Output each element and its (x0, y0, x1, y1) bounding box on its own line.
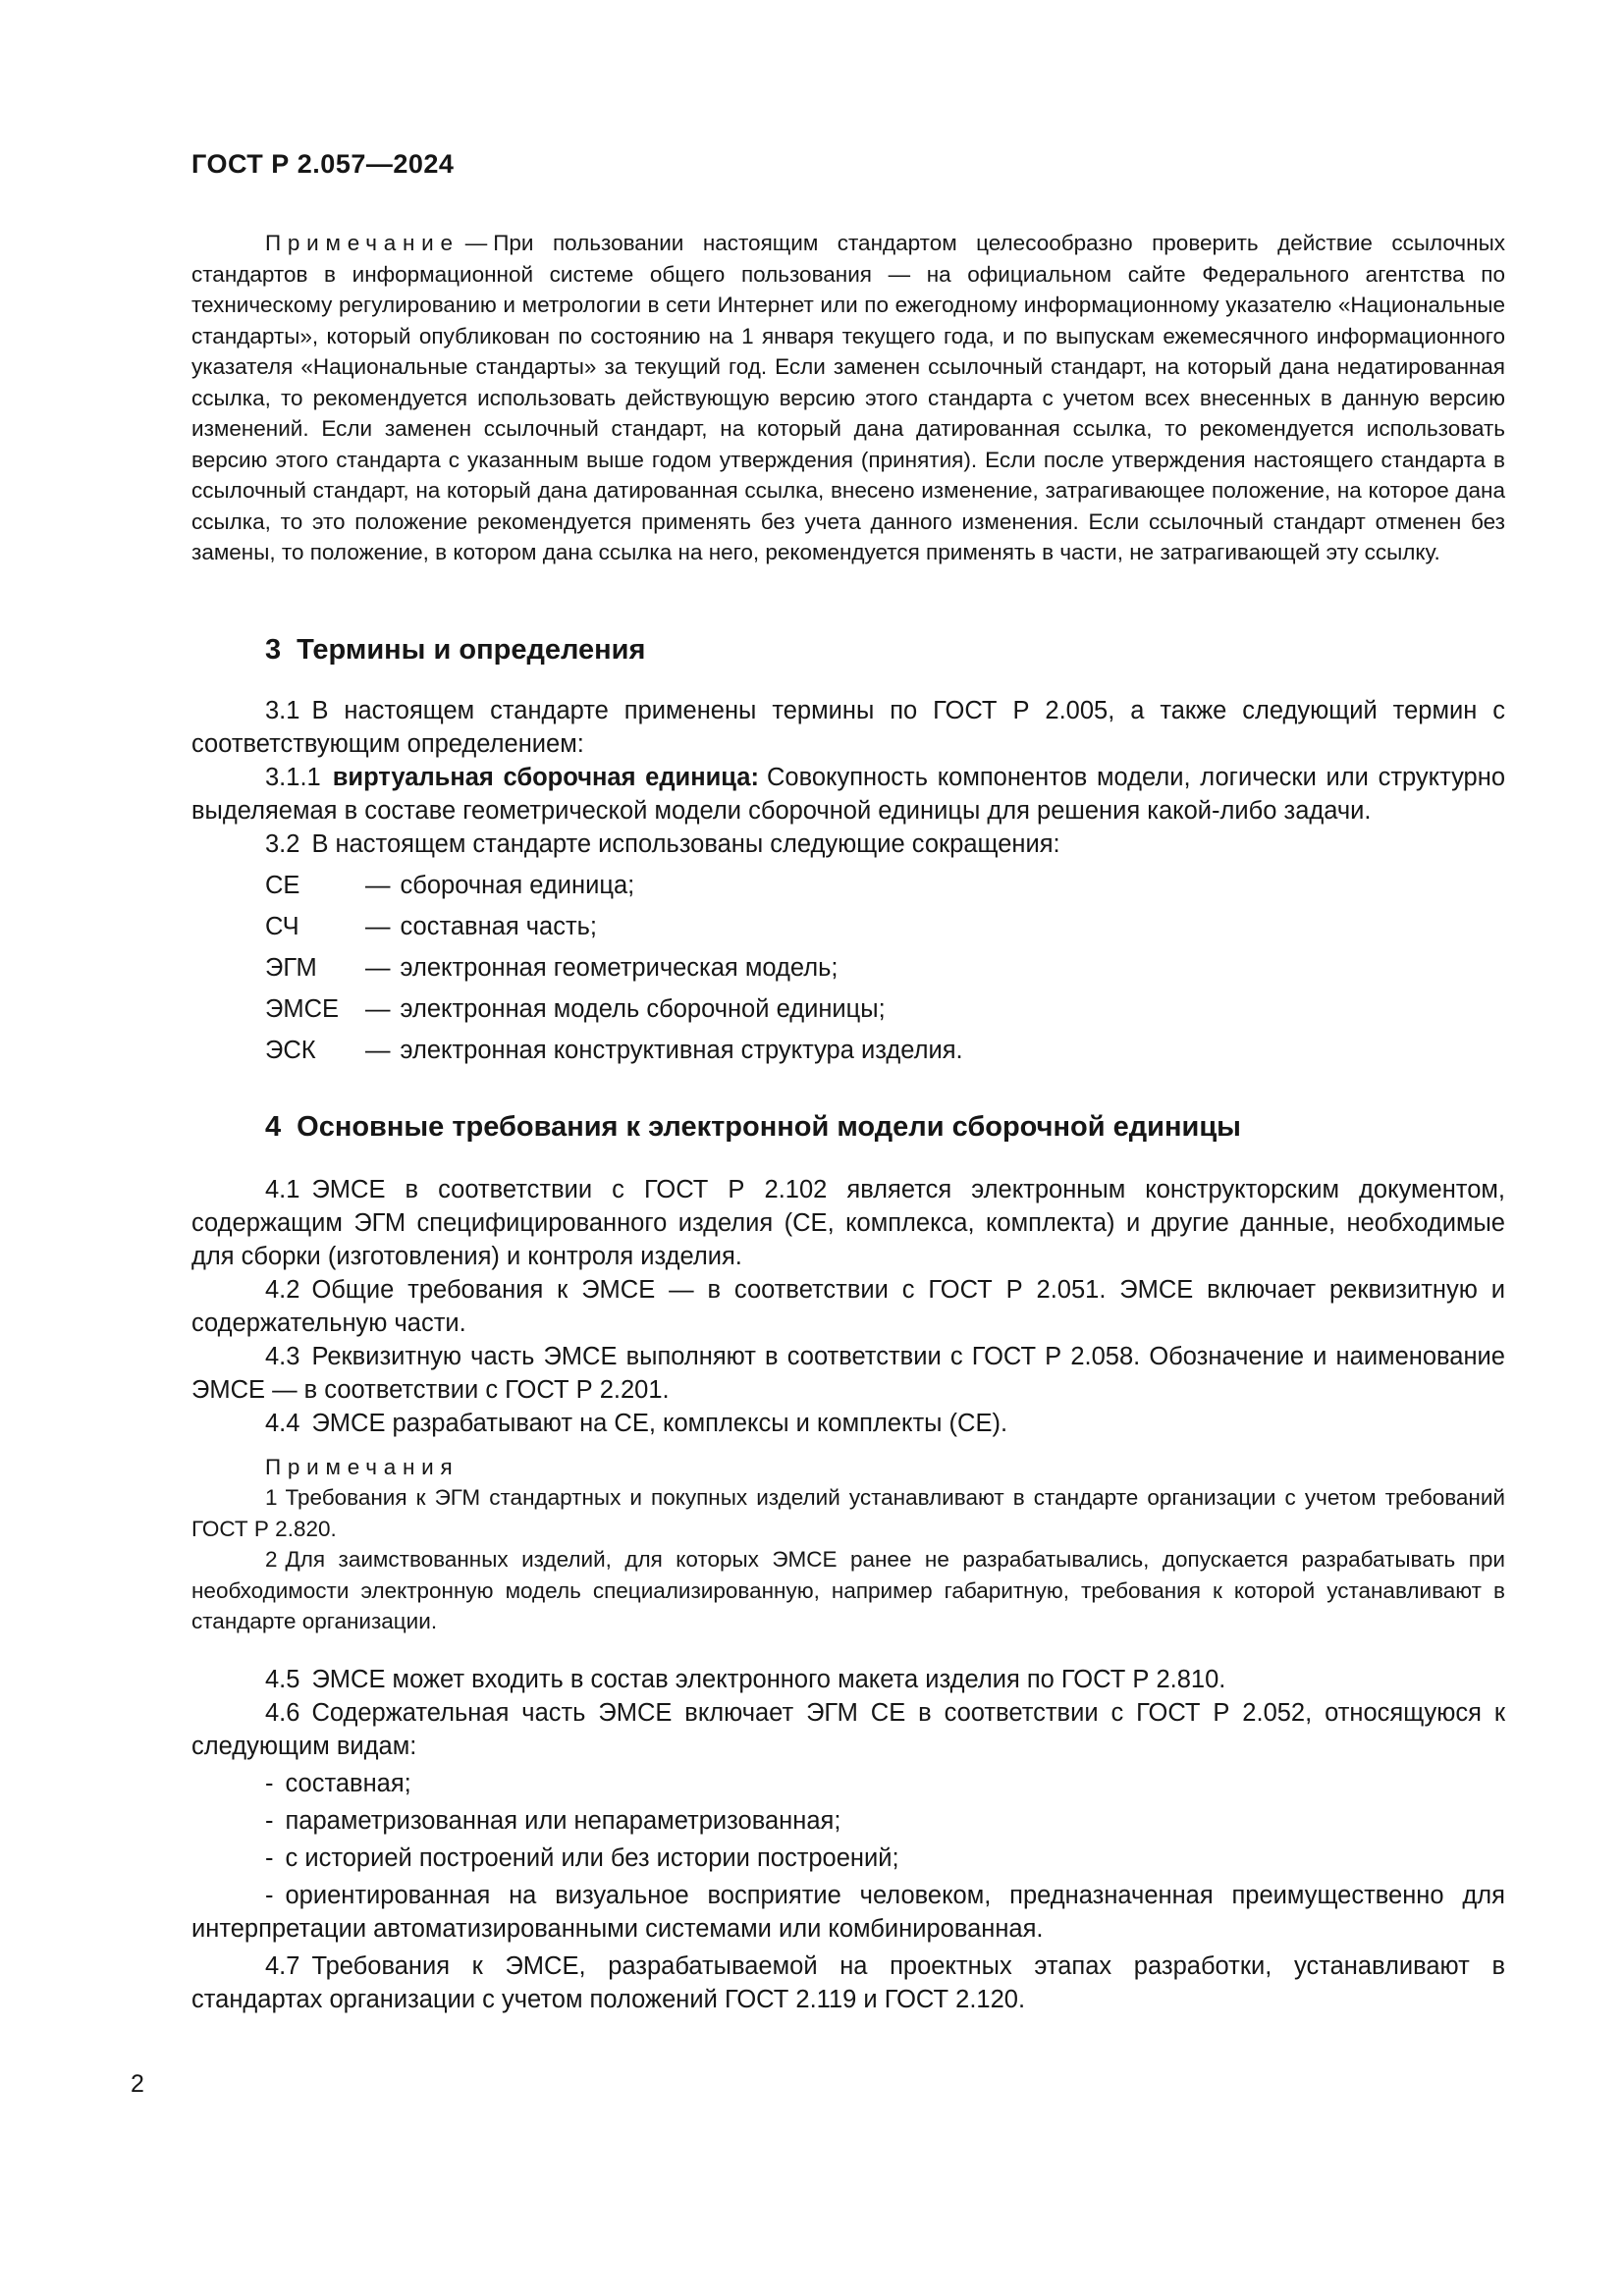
abbreviation-definition: электронная модель сборочной единицы; (400, 994, 886, 1023)
note-item (191, 1544, 1505, 1637)
clause-3-1 (191, 694, 1505, 761)
clause-4-4 (191, 1407, 1505, 1440)
clause-number: 4.5 (265, 1665, 300, 1693)
bullet-marker: - (265, 1769, 274, 1797)
bullet-list (191, 1767, 1505, 1946)
clause-number: 4.3 (265, 1342, 300, 1370)
abbreviation-row (191, 869, 1505, 902)
clause-text: ЭМСЕ в соответствии с ГОСТ Р 2.102 является электронным конструкторским документом, содержащим ЭГМ специфицированного изделия (СЕ, комплекса, комплекта) и другие данные, необходимые для сборки (изготовления) и контроля изделия. (191, 1175, 1505, 1270)
bullet-text: с историей построений или без истории построений; (285, 1843, 899, 1872)
abbreviations-list (191, 869, 1505, 1067)
note-text: Для заимствованных изделий, для которых ЭМСЕ ранее не разрабатывались, допускается разрабатывать при необходимости электронную модель специализированную, например габаритную, требования к которой устанавливают в стандарте организации. (191, 1547, 1505, 1633)
intro-note-label: Примечание (265, 231, 460, 255)
abbreviation-definition: сборочная единица; (400, 871, 635, 899)
note-text: Требования к ЭГМ стандартных и покупных изделий устанавливают в стандарте организации с учетом требований ГОСТ Р 2.820. (191, 1485, 1505, 1541)
abbreviation-term: СЕ (265, 871, 300, 899)
clause-number: 4.6 (265, 1698, 300, 1727)
bullet-item (191, 1767, 1505, 1800)
bullet-marker: - (265, 1881, 274, 1909)
section-number: 3 (265, 633, 282, 666)
dash-separator: — (365, 912, 391, 940)
dash-separator: — (365, 994, 391, 1023)
bullet-text: составная; (285, 1769, 411, 1797)
defined-term: виртуальная сборочная единица: (332, 763, 759, 791)
clause-number: 4.2 (265, 1275, 300, 1304)
clause-text: В настоящем стандарте применены термины по ГОСТ Р 2.005, а также следующий термин с соответствующим определением: (191, 696, 1505, 758)
page-content (191, 0, 1505, 2016)
dash-separator: — (365, 871, 391, 899)
note-number: 2 (265, 1547, 278, 1572)
abbreviation-row (191, 1034, 1505, 1067)
dash-separator: — (365, 953, 391, 982)
abbreviation-term: ЭМСЕ (265, 994, 339, 1023)
notes-label: Примечания (265, 1454, 460, 1479)
clause-number: 3.1.1 (265, 763, 321, 791)
abbreviation-row (191, 992, 1505, 1026)
clause-4-5 (191, 1663, 1505, 1696)
bullet-item (191, 1879, 1505, 1946)
section-4-heading (191, 1108, 1505, 1146)
dash-separator: — (464, 231, 488, 255)
section-3-heading (191, 631, 1505, 668)
abbreviation-definition: составная часть; (400, 912, 598, 940)
clause-number: 4.1 (265, 1175, 300, 1203)
clause-number: 3.1 (265, 696, 300, 724)
clause-number: 4.7 (265, 1951, 300, 1980)
abbreviation-row (191, 951, 1505, 985)
note-number: 1 (265, 1485, 278, 1510)
bullet-item (191, 1804, 1505, 1838)
abbreviation-definition: электронная геометрическая модель; (400, 953, 839, 982)
abbreviation-term: СЧ (265, 912, 299, 940)
bullet-marker: - (265, 1843, 274, 1872)
clause-3-2 (191, 828, 1505, 861)
clause-4-2 (191, 1273, 1505, 1340)
page-number: 2 (131, 2070, 144, 2098)
section-title: Основные требования к электронной модели сборочной единицы (297, 1110, 1241, 1143)
clause-4-1 (191, 1173, 1505, 1273)
bullet-item (191, 1842, 1505, 1875)
document-code: ГОСТ Р 2.057—2024 (191, 149, 455, 179)
clause-text: Требования к ЭМСЕ, разрабатываемой на проектных этапах разработки, устанавливают в стандартах организации с учетом положений ГОСТ 2.119 и ГОСТ 2.120. (191, 1951, 1505, 2013)
clause-text: Общие требования к ЭМСЕ — в соответствии с ГОСТ Р 2.051. ЭМСЕ включает реквизитную и содержательную части. (191, 1275, 1505, 1337)
clause-4-3 (191, 1340, 1505, 1407)
clause-text: Содержательная часть ЭМСЕ включает ЭГМ СЕ в соответствии с ГОСТ Р 2.052, относящуюся к следующим видам: (191, 1698, 1505, 1760)
abbreviation-definition: электронная конструктивная структура изделия. (400, 1036, 963, 1064)
bullet-text: ориентированная на визуальное восприятие человеком, предназначенная преимущественно для интерпретации автоматизированными системами или комбинированная. (191, 1881, 1505, 1943)
term-definition: Совокупность компонентов модели, логически или структурно выделяемая в составе геометрической модели сборочной единицы для решения какой-либо задачи. (191, 763, 1505, 825)
clause-4-6 (191, 1696, 1505, 1763)
clause-text: Реквизитную часть ЭМСЕ выполняют в соответствии с ГОСТ Р 2.058. Обозначение и наименование ЭМСЕ — в соответствии с ГОСТ Р 2.201. (191, 1342, 1505, 1404)
note-item (191, 1482, 1505, 1544)
intro-note-text: При пользовании настоящим стандартом целесообразно проверить действие ссылочных стандартов в информационной системе общего пользования — на официальном сайте Федерального агентства по техническому регулированию и метрологии в сети Интернет или по ежегодному информационному указателю «Национальные стандарты», который опубликован по состоянию на 1 января текущего года, и по выпускам ежемесячного информационного указателя «Национальные стандарты» за текущий год. Если заменен ссылочный стандарт, на который дана недатированная ссылка, то рекомендуется использовать действующую версию этого стандарта с учетом всех внесенных в данную версию изменений. Если заменен ссылочный стандарт, на который дана датированная ссылка, то рекомендуется использовать версию этого стандарта с указанным выше годом утверждения (принятия). Если после утверждения настоящего стандарта в ссылочный стандарт, на который дана датированная ссылка, внесено изменение, затрагивающее положение, на которое дана ссылка, то это положение рекомендуется применять без учета данного изменения. Если ссылочный стандарт отменен без замены, то положение, в котором дана ссылка на него, рекомендуется применять в части, не затрагивающей эту ссылку. (191, 231, 1505, 564)
clause-text: В настоящем стандарте использованы следующие сокращения: (311, 829, 1060, 858)
abbreviation-row (191, 910, 1505, 943)
abbreviation-term: ЭГМ (265, 953, 317, 982)
notes-block (191, 1452, 1505, 1637)
section-title: Термины и определения (297, 633, 646, 666)
dash-separator: — (365, 1036, 391, 1064)
clause-4-7 (191, 1949, 1505, 2016)
clause-text: ЭМСЕ может входить в состав электронного макета изделия по ГОСТ Р 2.810. (311, 1665, 1226, 1693)
clause-number: 4.4 (265, 1409, 300, 1437)
section-number: 4 (265, 1110, 282, 1143)
bullet-marker: - (265, 1806, 274, 1835)
clause-text: ЭМСЕ разрабатывают на СЕ, комплексы и комплекты (СЕ). (311, 1409, 1008, 1437)
intro-note (191, 228, 1505, 568)
clause-number: 3.2 (265, 829, 300, 858)
abbreviation-term: ЭСК (265, 1036, 316, 1064)
bullet-text: параметризованная или непараметризованная; (285, 1806, 841, 1835)
clause-3-1-1 (191, 761, 1505, 828)
